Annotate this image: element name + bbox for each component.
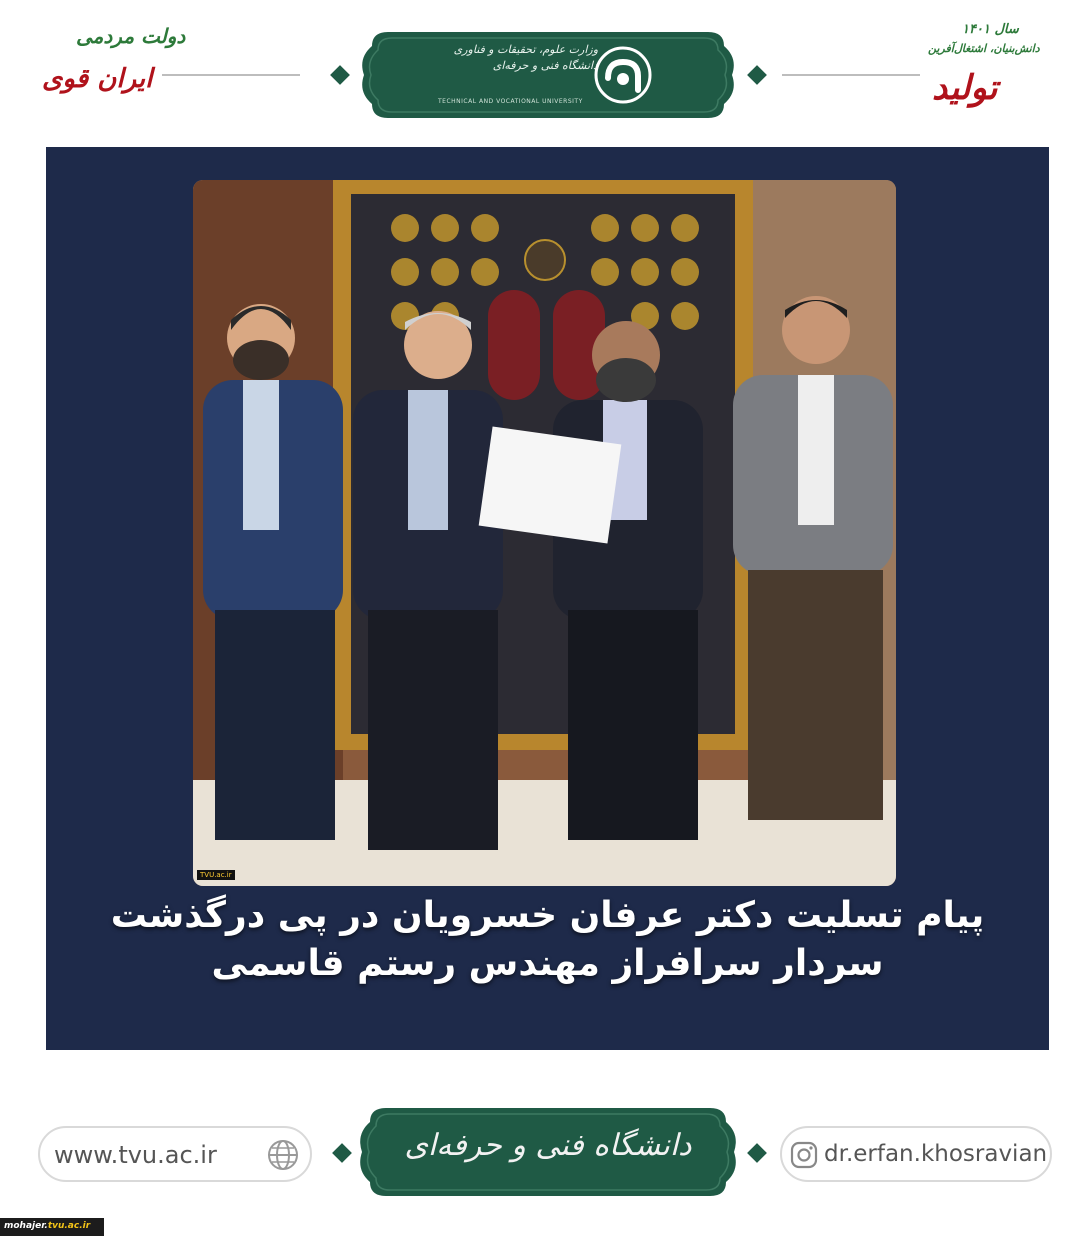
ministry-title [428, 42, 598, 74]
diamond-ornament [747, 1143, 767, 1163]
slogan-right-line-2: تولید [932, 68, 998, 108]
ministry-line-2: دانشگاه فنی و حرفه‌ای [492, 59, 598, 72]
divider-left [162, 74, 300, 76]
ministry-banner [358, 28, 738, 122]
instagram-icon [790, 1141, 818, 1169]
slogan-left-line-1: دولت مردمی [76, 24, 186, 48]
tvu-logo-icon [594, 46, 652, 104]
slogan-right-line-3: دانش‌بنیان، اشتغال‌آفرین [928, 42, 1040, 55]
university-name: دانشگاه فنی و حرفه‌ای [404, 1128, 692, 1163]
ministry-english-name: TECHNICAL AND VOCATIONAL UNIVERSITY [438, 98, 583, 105]
website-url[interactable]: www.tvu.ac.ir [54, 1141, 217, 1169]
slogan-right-logo [922, 20, 1042, 130]
photo-credit: TVU.ac.ir [197, 870, 235, 880]
diamond-ornament [332, 1143, 352, 1163]
diamond-ornament [747, 65, 767, 85]
divider-right [782, 74, 920, 76]
university-banner [356, 1104, 740, 1200]
headline-line-1: پیام تسلیت دکتر عرفان خسرویان در پی درگذشت [110, 895, 985, 936]
news-photo [193, 180, 896, 886]
news-headline [46, 892, 1049, 988]
ministry-line-1: وزارت علوم، تحقیقات و فناوری [453, 43, 598, 56]
website-pill[interactable] [38, 1126, 312, 1182]
instagram-handle[interactable]: dr.erfan.khosravian [824, 1141, 1048, 1167]
instagram-pill[interactable] [780, 1126, 1052, 1182]
slogan-left-line-2: ایران قوی [42, 64, 153, 94]
watermark-domain: tvu.ac.ir [47, 1221, 91, 1231]
watermark [0, 1218, 104, 1236]
diamond-ornament [330, 65, 350, 85]
slogan-left-logo [36, 20, 186, 130]
headline-line-2: سردار سرافراز مهندس رستم قاسمی [211, 943, 884, 984]
header [0, 0, 1080, 140]
slogan-right-year: سال ۱۴۰۱ [962, 22, 1019, 37]
globe-icon [266, 1138, 300, 1172]
main-panel [46, 147, 1049, 1050]
watermark-prefix: mohajer. [4, 1221, 48, 1231]
